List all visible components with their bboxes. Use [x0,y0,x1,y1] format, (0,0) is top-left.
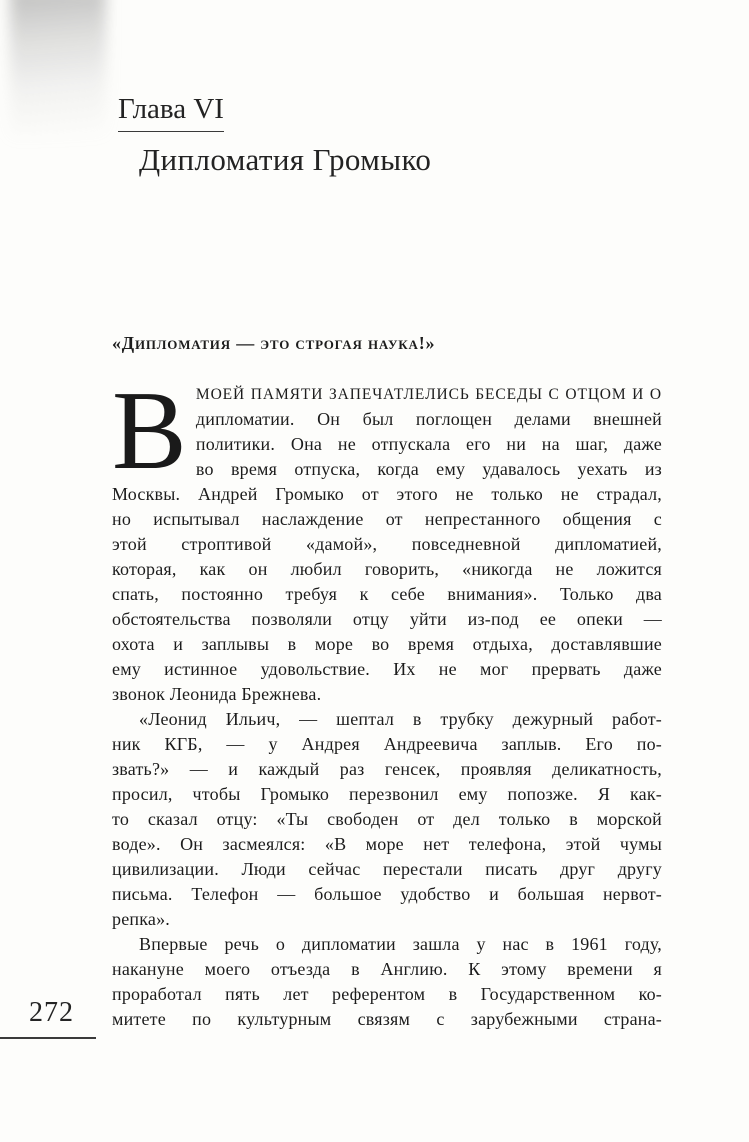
drop-cap: В [112,369,187,493]
paragraph [112,932,662,1032]
paragraph [112,707,662,932]
paragraph [112,369,662,707]
text-line: охота и заплывы в море во время отдыха, доставлявшие [112,634,662,654]
scan-artifact [10,0,106,138]
text-line: но испытывал наслаждение от непрестанного общения с [112,509,662,529]
text-line: Впервые речь о дипломатии зашла у нас в 1961 году, [139,934,662,954]
text-line: спать, постоянно требуя к себе внимания». Только два [112,584,662,604]
text-line: воде». Он засмеялся: «В море нет телефона, этой чумы [112,834,662,854]
text-line: цивилизации. Люди сейчас перестали писать друг другу [112,859,662,879]
section-heading: «Дипломатия — это строгая наука!» [112,333,436,353]
text-line: обстоятельства позволяли отцу уйти из-под ее опеки — [112,609,662,629]
text-line: «Леонид Ильич, — шептал в трубку дежурный работ- [139,709,662,729]
page-number-rule [0,1037,96,1039]
page-number: 272 [29,997,74,1028]
text-line: просил, чтобы Громыко перезвонил ему попозже. Я как- [112,784,662,804]
text-line: репка». [112,909,170,929]
body-text [112,369,662,1032]
text-line: письма. Телефон — большое удобство и большая нервот- [112,884,662,904]
text-line: ник КГБ, — у Андрея Андреевича заплыв. Его по- [112,734,662,754]
text-line: накануне моего отъезда в Англию. К этому времени я [112,959,662,979]
text-line: то сказал отцу: «Ты свободен от дел только в морской [112,809,662,829]
text-line: Москвы. Андрей Громыко от этого не только не страдал, [112,484,662,504]
text-line: которая, как он любил говорить, «никогда не ложится [112,559,662,579]
text-line: дипломатии. Он был поглощен делами внешней [195,409,662,429]
text-line: звонок Леонида Брежнева. [112,684,322,704]
text-line: во время отпуска, когда ему удавалось уехать из [195,459,662,479]
text-line: митете по культурным связям с зарубежными страна- [112,1009,662,1029]
text-line: политики. Она не отпускала его ни на шаг, даже [195,434,662,454]
text-line: этой строптивой «дамой», повседневной дипломатией, [112,534,662,554]
text-line: звать?» — и каждый раз генсек, проявляя деликатность, [112,759,662,779]
text-line: проработал пять лет референтом в Государственном ко- [112,984,662,1004]
text-line: МОЕЙ ПАМЯТИ ЗАПЕЧАТЛЕЛИСЬ БЕСЕДЫ С ОТЦОМ И О [195,386,662,403]
chapter-label: Глава VI [118,94,224,132]
chapter-title: Дипломатия Громыко [139,142,432,177]
text-line: ему истинное удовольствие. Их не мог прервать даже [112,659,662,679]
